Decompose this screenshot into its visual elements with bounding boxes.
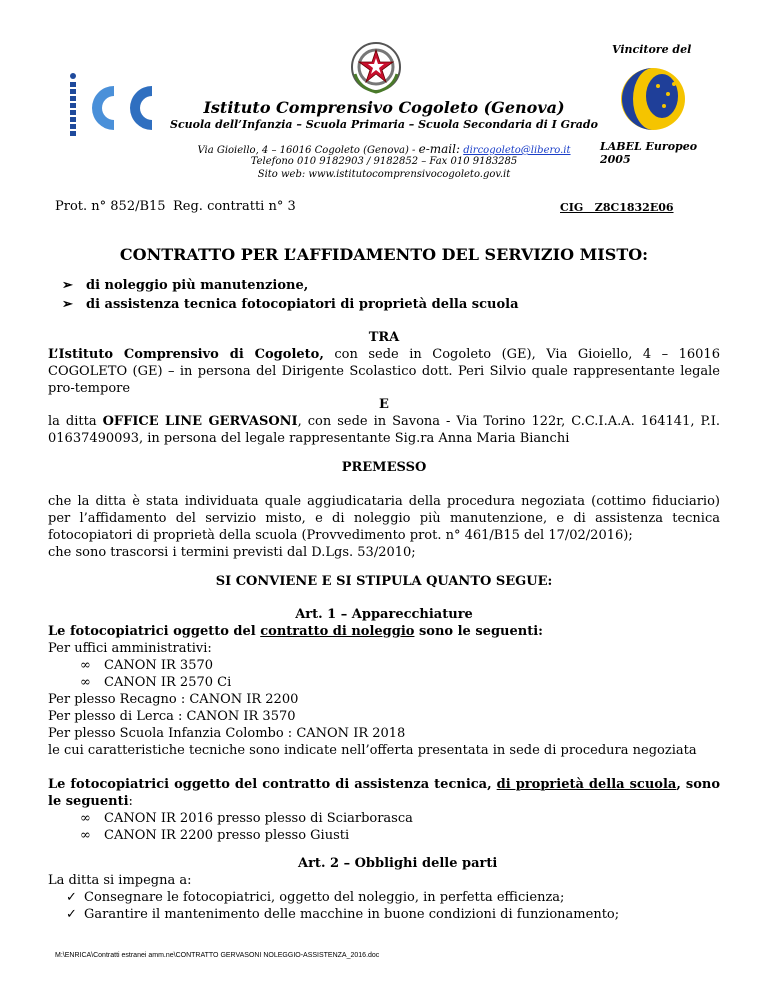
e-prefix: la ditta (48, 414, 103, 429)
title-bullet-item (62, 295, 519, 314)
art2-intro: La ditta si impegna a: (48, 873, 192, 888)
art1-intro-a: Le fotocopiatrici oggetto del (48, 624, 261, 639)
reg-contratti: Reg. contratti n° 3 (173, 199, 296, 214)
list-item-text: CANON IR 2200 presso plesso Giusti (104, 828, 350, 843)
institute-address (0, 142, 768, 156)
art2-heading: Art. 2 – Obblighi delle parti (298, 856, 498, 871)
premesso-heading: PREMESSO (341, 460, 427, 475)
title-bullet-item (62, 276, 519, 295)
list-item-text: CANON IR 3570 (104, 658, 214, 673)
infinity-bullet-icon: ∞ (80, 658, 91, 673)
infinity-bullet-icon: ∞ (80, 675, 91, 690)
infinity-bullet-icon: ∞ (80, 828, 91, 843)
footer-file-path: M:\ENRICA\Contratti estranei amm.ne\CONTRATTO GERVASONI NOLEGGIO-ASSISTENZA_2016.doc (55, 952, 380, 959)
e-text: , con sede in Savona - Via Torino 122r, C.C.I.A.A. 164141, P.I. 01637490093, in persona del legale rappresentante Sig.ra Anna Maria Bianchi (48, 414, 720, 446)
list-item (48, 906, 720, 923)
checkmark-icon: ✓ (66, 907, 77, 922)
tra-heading: TRA (368, 330, 400, 345)
list-item-text: Consegnare le fotocopiatrici, oggetto del noleggio, in perfetta efficienza; (84, 890, 565, 905)
art1-heading: Art. 1 – Apparecchiature (295, 607, 473, 622)
institute-name: Istituto Comprensivo Cogoleto (Genova) (203, 98, 565, 117)
company-name: OFFICE LINE GERVASONI (102, 414, 298, 429)
list-item (48, 827, 720, 844)
plesso-line: Per plesso Scuola Infanzia Colombo : CANON IR 2018 (48, 726, 406, 741)
assist-intro-a: Le fotocopiatrici oggetto del contratto di assistenza tecnica, (48, 777, 497, 792)
document-title: CONTRATTO PER L’AFFIDAMENTO DEL SERVIZIO MISTO: (119, 245, 649, 264)
email-link[interactable]: dircogoleto@libero.it (463, 145, 571, 156)
art1-intro-b: sono le seguenti: (414, 624, 543, 639)
tra-party-name: L’Istituto Comprensivo di Cogoleto, (48, 347, 324, 362)
assist-intro: Le fotocopiatrici oggetto del contratto di assistenza tecnica, di proprietà della scuola, sono le seguenti: (48, 777, 720, 809)
arrow-bullet-icon: ➢ (62, 297, 73, 312)
list-item-text: Garantire il mantenimento delle macchine in buone condizioni di funzionamento; (84, 907, 620, 922)
art1-intro (48, 623, 720, 640)
assist-list (48, 810, 720, 844)
prot-number: Prot. n° 852/B15 (55, 199, 166, 214)
checkmark-icon: ✓ (66, 890, 77, 905)
conviene-heading: SI CONVIENE E SI STIPULA QUANTO SEGUE: (215, 574, 553, 589)
tra-party-text: con sede in Cogoleto (GE), Via Gioiello, 4 – 16016 COGOLETO (GE) – in persona del Dirigente Scolastico dott. Peri Silvio quale rappresentante legale pro-tempore (48, 347, 720, 396)
list-item (48, 657, 720, 674)
institute-subtitle: Scuola dell’Infanzia – Scuola Primaria – Scuola Secondaria di I Grado (170, 118, 598, 131)
infinity-bullet-icon: ∞ (80, 811, 91, 826)
plesso-line: le cui caratteristiche tecniche sono indicate nell’offerta presentata in sede di procedura negoziata (48, 743, 697, 758)
plesso-line: Per plesso di Lerca : CANON IR 3570 (48, 709, 296, 724)
uffici-label: Per uffici amministrativi: (48, 641, 212, 656)
list-item-text: CANON IR 2016 presso plesso di Sciarborasca (104, 811, 413, 826)
assist-intro-b: , sono le seguenti (48, 777, 720, 809)
list-item (48, 889, 720, 906)
art1-intro-underline: contratto di noleggio (260, 624, 415, 639)
list-item (48, 674, 720, 691)
art2-list (48, 889, 720, 923)
vincitore-del: Vincitore del (612, 43, 692, 56)
e-paragraph (48, 413, 720, 447)
title-bullet-text: di assistenza tecnica fotocopiatori di proprietà della scuola (86, 297, 519, 312)
institute-website: Sito web: www.istitutocomprensivocogoleto.gov.it (257, 169, 511, 180)
address-text: Via Gioiello, 4 – 16016 Cogoleto (Genova) - (197, 145, 419, 156)
e-heading: E (379, 397, 389, 412)
list-item-text: CANON IR 2570 Ci (104, 675, 232, 690)
uffici-list (48, 657, 720, 691)
plesso-lines (48, 691, 720, 759)
arrow-bullet-icon: ➢ (62, 278, 73, 293)
email-label: e-mail: (418, 142, 461, 156)
label-europeo-caption: LABEL Europeo 2005 (600, 140, 698, 166)
assist-intro-underline: di proprietà della scuola (496, 777, 677, 792)
premesso-paragraph-1: che la ditta è stata individuata quale aggiudicataria della procedura negoziata (cottimo fiduciario) per l’affidamento del servizio misto, e di noleggio più manutenzione, e di assistenza tecnica fotocopiatori di proprietà della scuola (Provvedimento prot. n° 461/B15 del 17/02/2016); (48, 494, 720, 543)
institute-phone: Telefono 010 9182903 / 9182852 – Fax 010 9183285 (250, 156, 518, 167)
premesso-paragraph-2: che sono trascorsi i termini previsti dal D.Lgs. 53/2010; (48, 545, 416, 560)
title-bullet-text: di noleggio più manutenzione, (86, 278, 309, 293)
italian-republic-emblem (349, 40, 403, 96)
list-item (48, 810, 720, 827)
plesso-line: Per plesso Recagno : CANON IR 2200 (48, 692, 299, 707)
cig-code: CIG Z8C1832E06 (560, 201, 674, 214)
title-bullet-list (62, 276, 519, 314)
tra-paragraph (48, 346, 720, 397)
